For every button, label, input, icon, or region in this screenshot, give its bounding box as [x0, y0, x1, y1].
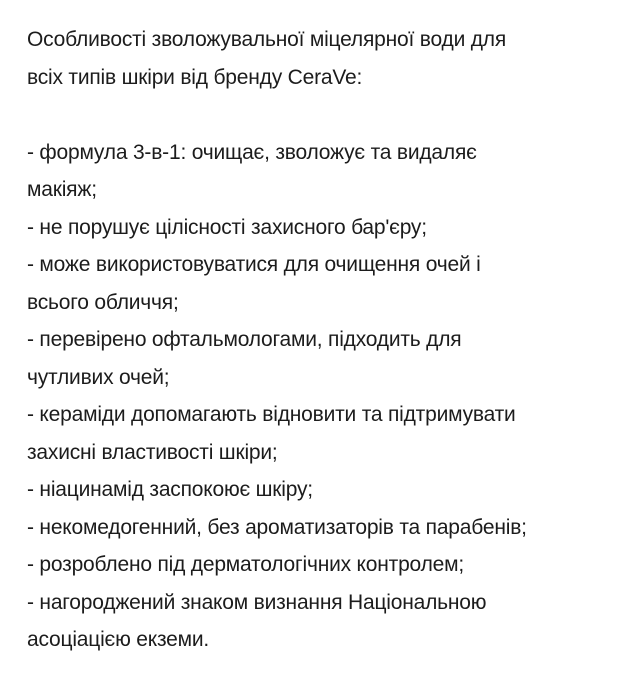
feature-line: - кераміди допомагають відновити та підтримувати	[27, 403, 516, 426]
feature-line: - розроблено під дерматологічних контролем;	[27, 553, 464, 576]
feature-line: чутливих очей;	[27, 365, 170, 389]
product-description	[27, 21, 627, 659]
feature-item	[27, 396, 627, 471]
feature-line: - формула 3-в-1: очищає, зволожує та видаляє	[27, 140, 477, 164]
paragraph-spacer	[27, 96, 627, 134]
feature-line: - перевірено офтальмологами, підходить для	[27, 328, 462, 351]
feature-line: всього обличчя;	[27, 290, 179, 314]
feature-line: захисні властивості шкіри;	[27, 440, 278, 464]
feature-item	[27, 509, 627, 547]
feature-line: асоціацією екземи.	[27, 628, 210, 651]
feature-item	[27, 134, 627, 209]
feature-item	[27, 246, 627, 321]
feature-line: макіяж;	[27, 178, 97, 201]
feature-list	[27, 134, 627, 659]
feature-item	[27, 546, 627, 584]
feature-item	[27, 471, 627, 509]
feature-line: - не порушує цілісності захисного бар'єру;	[27, 215, 427, 239]
feature-line: - нагороджений знаком визнання Національною	[27, 590, 487, 614]
feature-line: - може використовуватися для очищення очей і	[27, 253, 481, 276]
feature-line: - некомедогенний, без ароматизаторів та парабенів;	[27, 515, 527, 539]
feature-item	[27, 209, 627, 247]
intro-line: Особливості зволожувальної міцелярної води для	[27, 28, 507, 51]
feature-item	[27, 321, 627, 396]
feature-item	[27, 584, 627, 659]
intro-paragraph	[27, 21, 627, 96]
intro-line: всіх типів шкіри від бренду CeraVe:	[27, 65, 363, 89]
feature-line: - ніацинамід заспокоює шкіру;	[27, 478, 313, 501]
